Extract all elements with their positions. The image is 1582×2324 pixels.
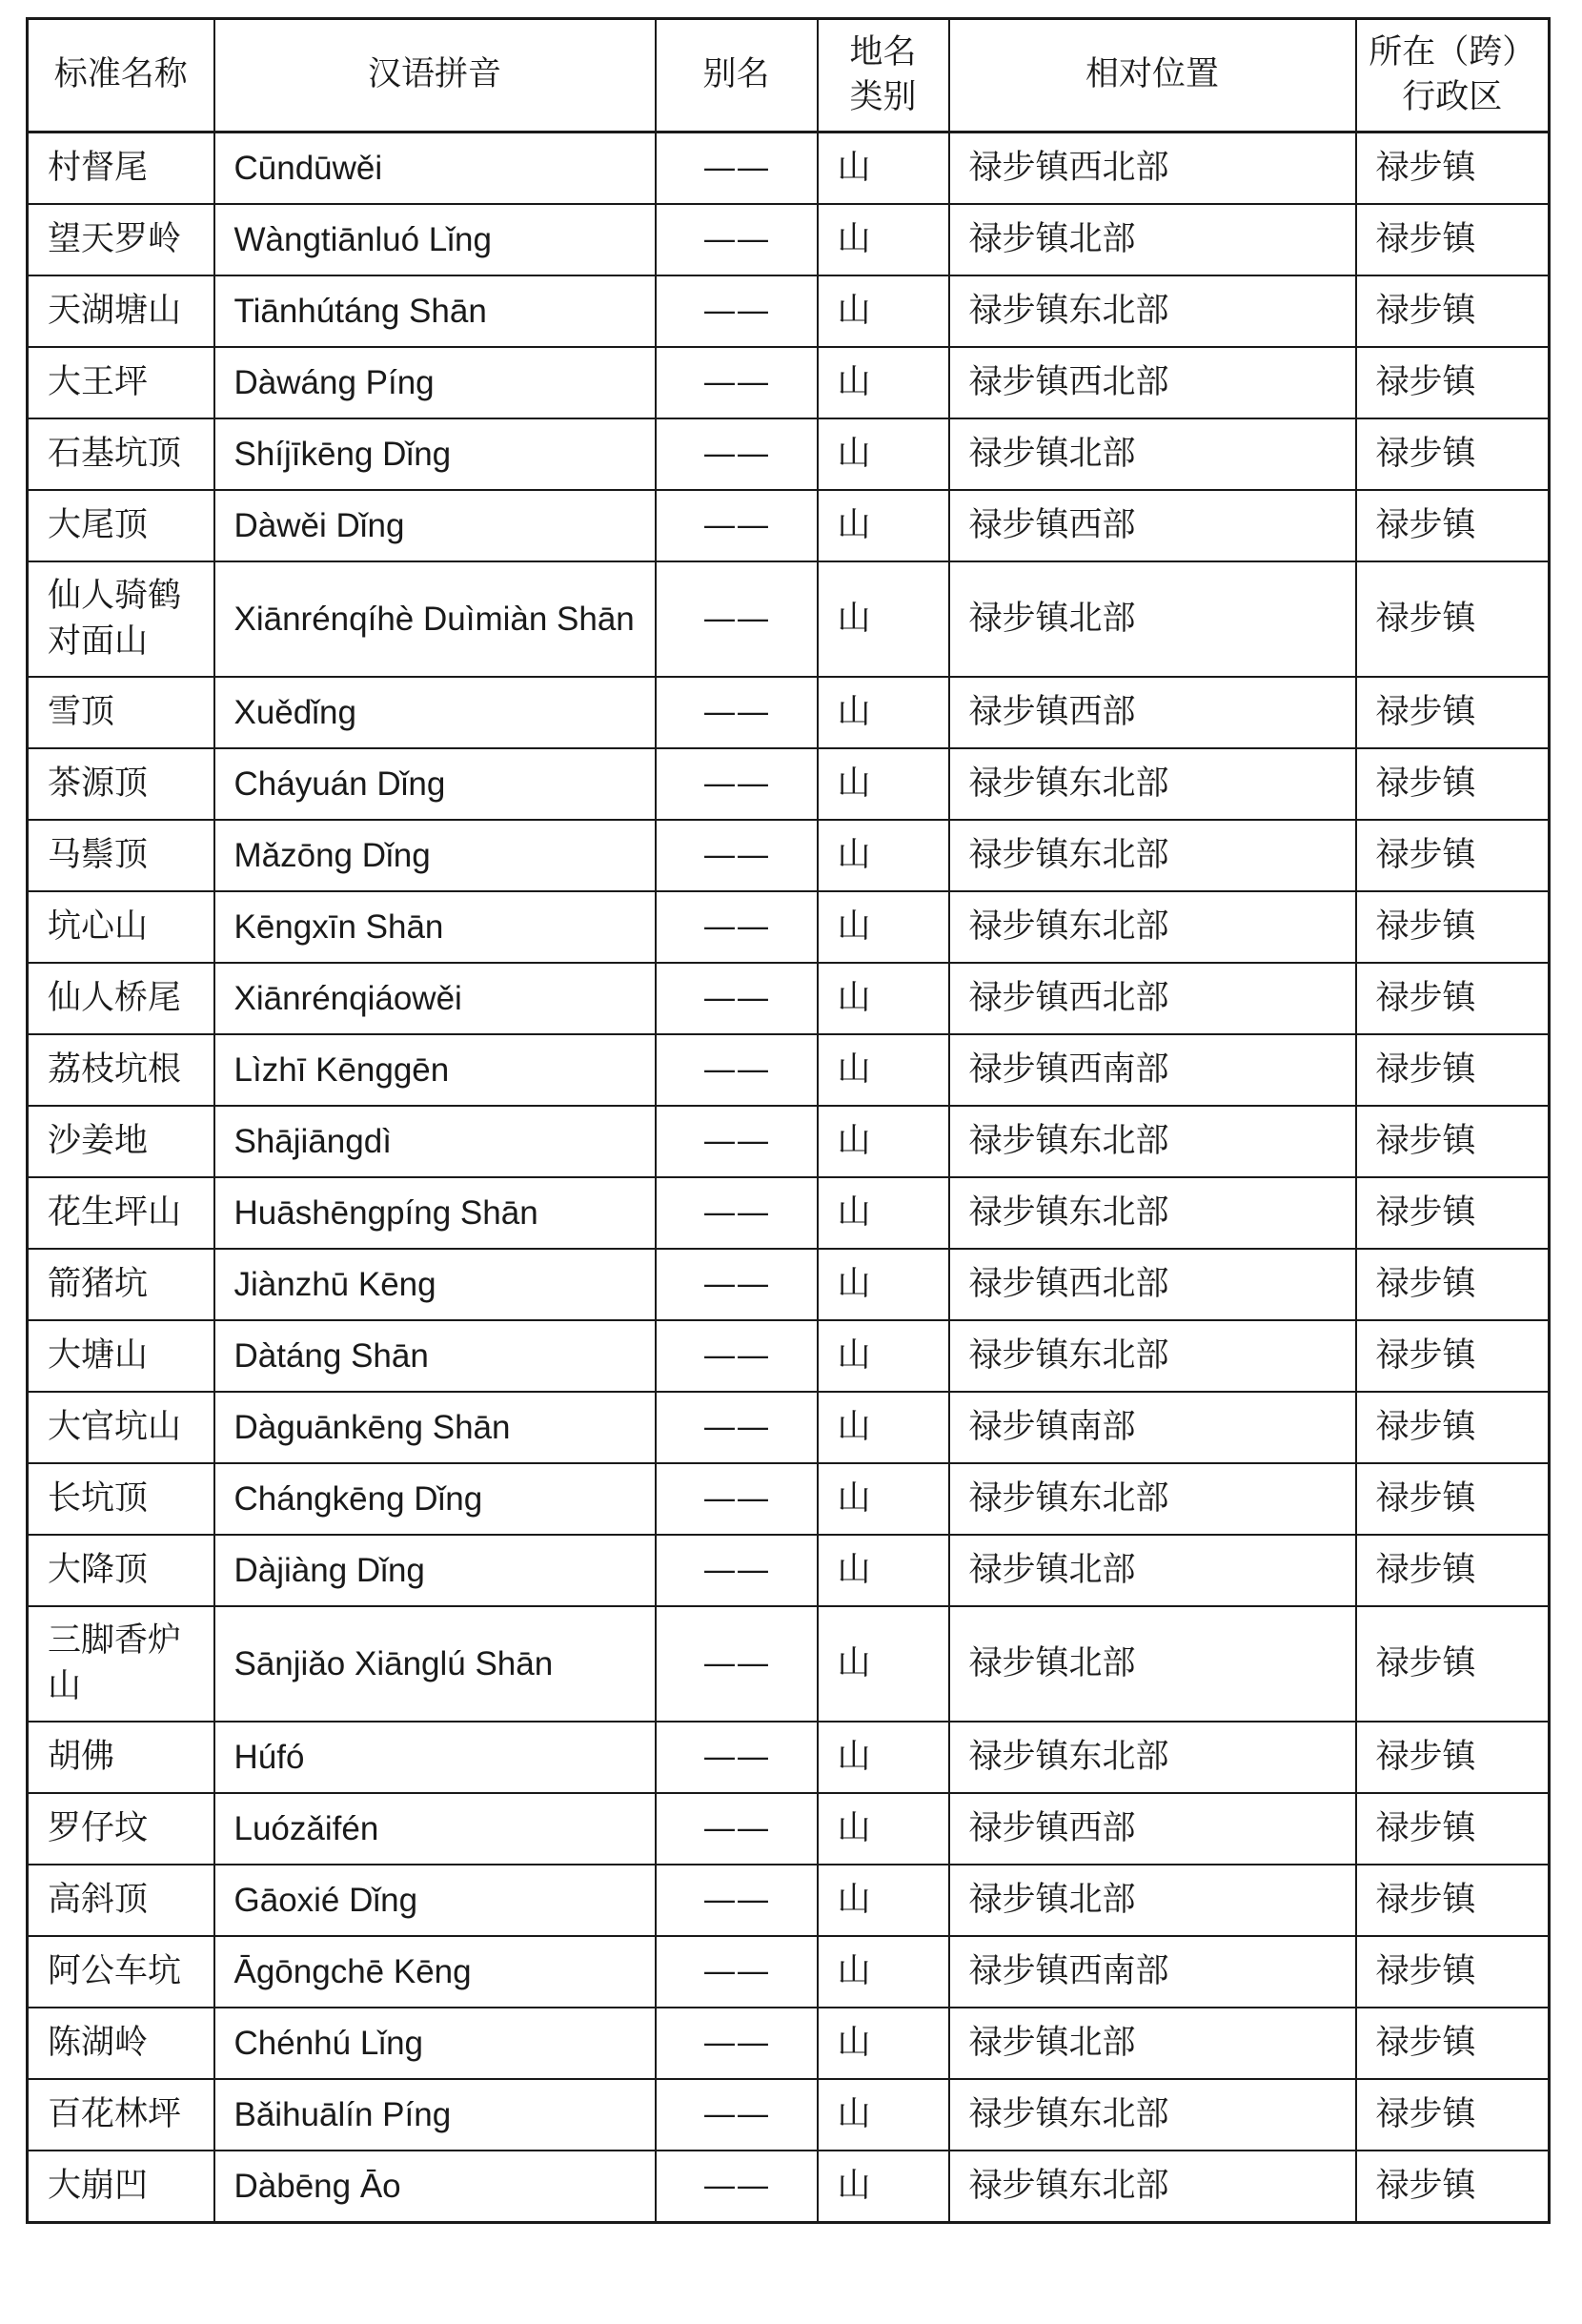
table-row [28, 204, 1550, 275]
cell-standard-name: 望天罗岭 [28, 204, 214, 275]
table-row [28, 2151, 1550, 2223]
cell-pinyin: Mǎzōng Dǐng [214, 820, 656, 891]
cell-standard-name: 胡佛 [28, 1722, 214, 1793]
cell-place-type: 山 [818, 677, 949, 748]
cell-pinyin: Dàwáng Píng [214, 347, 656, 418]
cell-relative-location: 禄步镇北部 [949, 561, 1356, 677]
cell-admin-region: 禄步镇 [1356, 490, 1550, 561]
cell-place-type: 山 [818, 1249, 949, 1320]
header-alias: 别名 [656, 19, 818, 133]
table-row [28, 1392, 1550, 1463]
cell-place-type: 山 [818, 1392, 949, 1463]
cell-alias: —— [656, 1034, 818, 1106]
cell-relative-location: 禄步镇东北部 [949, 1177, 1356, 1249]
table-row [28, 820, 1550, 891]
cell-relative-location: 禄步镇东北部 [949, 1320, 1356, 1392]
cell-pinyin: Chángkēng Dǐng [214, 1463, 656, 1535]
cell-pinyin: Xiānrénqiáowěi [214, 963, 656, 1034]
cell-standard-name: 陈湖岭 [28, 2008, 214, 2079]
header-standard-name: 标准名称 [28, 19, 214, 133]
cell-place-type: 山 [818, 2079, 949, 2151]
table-row [28, 1249, 1550, 1320]
cell-pinyin: Gāoxié Dǐng [214, 1865, 656, 1936]
table-row [28, 561, 1550, 677]
cell-place-type: 山 [818, 204, 949, 275]
cell-relative-location: 禄步镇西北部 [949, 1249, 1356, 1320]
cell-admin-region: 禄步镇 [1356, 1392, 1550, 1463]
cell-standard-name: 阿公车坑 [28, 1936, 214, 2008]
cell-admin-region: 禄步镇 [1356, 891, 1550, 963]
cell-place-type: 山 [818, 1535, 949, 1606]
cell-pinyin: Xiānrénqíhè Duìmiàn Shān [214, 561, 656, 677]
cell-alias: —— [656, 1106, 818, 1177]
cell-standard-name: 仙人骑鹤对面山 [28, 561, 214, 677]
cell-standard-name: 茶源顶 [28, 748, 214, 820]
cell-place-type: 山 [818, 748, 949, 820]
cell-standard-name: 箭猪坑 [28, 1249, 214, 1320]
cell-alias: —— [656, 748, 818, 820]
table-row [28, 891, 1550, 963]
cell-admin-region: 禄步镇 [1356, 1793, 1550, 1865]
cell-alias: —— [656, 561, 818, 677]
cell-pinyin: Āgōngchē Kēng [214, 1936, 656, 2008]
header-relative-location: 相对位置 [949, 19, 1356, 133]
cell-relative-location: 禄步镇东北部 [949, 1722, 1356, 1793]
cell-place-type: 山 [818, 1865, 949, 1936]
cell-pinyin: Huāshēngpíng Shān [214, 1177, 656, 1249]
cell-pinyin: Shājiāngdì [214, 1106, 656, 1177]
cell-admin-region: 禄步镇 [1356, 1936, 1550, 2008]
cell-alias: —— [656, 1320, 818, 1392]
cell-pinyin: Lìzhī Kēnggēn [214, 1034, 656, 1106]
cell-standard-name: 长坑顶 [28, 1463, 214, 1535]
cell-standard-name: 天湖塘山 [28, 275, 214, 347]
place-name-table [26, 17, 1551, 2224]
cell-alias: —— [656, 490, 818, 561]
cell-alias: —— [656, 891, 818, 963]
cell-alias: —— [656, 1177, 818, 1249]
cell-pinyin: Wàngtiānluó Lǐng [214, 204, 656, 275]
table-row [28, 1177, 1550, 1249]
cell-standard-name: 石基坑顶 [28, 418, 214, 490]
cell-pinyin: Dàguānkēng Shān [214, 1392, 656, 1463]
cell-standard-name: 大尾顶 [28, 490, 214, 561]
cell-standard-name: 三脚香炉山 [28, 1606, 214, 1722]
cell-relative-location: 禄步镇南部 [949, 1392, 1356, 1463]
cell-relative-location: 禄步镇东北部 [949, 2151, 1356, 2223]
table-row [28, 1034, 1550, 1106]
cell-relative-location: 禄步镇西南部 [949, 1034, 1356, 1106]
cell-relative-location: 禄步镇北部 [949, 1865, 1356, 1936]
table-row [28, 1320, 1550, 1392]
cell-relative-location: 禄步镇东北部 [949, 275, 1356, 347]
cell-alias: —— [656, 133, 818, 205]
cell-relative-location: 禄步镇北部 [949, 418, 1356, 490]
cell-place-type: 山 [818, 1463, 949, 1535]
header-place-type-line1: 地名 [849, 32, 917, 71]
table-row [28, 1106, 1550, 1177]
cell-standard-name: 大降顶 [28, 1535, 214, 1606]
cell-alias: —— [656, 677, 818, 748]
table-row [28, 1535, 1550, 1606]
table-row [28, 748, 1550, 820]
cell-admin-region: 禄步镇 [1356, 561, 1550, 677]
cell-admin-region: 禄步镇 [1356, 133, 1550, 205]
header-pinyin: 汉语拼音 [214, 19, 656, 133]
cell-relative-location: 禄步镇西部 [949, 1793, 1356, 1865]
cell-standard-name: 马鬃顶 [28, 820, 214, 891]
cell-standard-name: 仙人桥尾 [28, 963, 214, 1034]
cell-place-type: 山 [818, 275, 949, 347]
cell-relative-location: 禄步镇东北部 [949, 1463, 1356, 1535]
cell-admin-region: 禄步镇 [1356, 1865, 1550, 1936]
cell-place-type: 山 [818, 1177, 949, 1249]
table-row [28, 133, 1550, 205]
cell-relative-location: 禄步镇西部 [949, 490, 1356, 561]
cell-place-type: 山 [818, 347, 949, 418]
table-row [28, 677, 1550, 748]
table-row [28, 1722, 1550, 1793]
cell-place-type: 山 [818, 490, 949, 561]
cell-pinyin: Jiànzhū Kēng [214, 1249, 656, 1320]
cell-alias: —— [656, 820, 818, 891]
cell-pinyin: Bǎihuālín Píng [214, 2079, 656, 2151]
table-body [28, 133, 1550, 2223]
gazetteer-sheet [26, 17, 1548, 2224]
cell-admin-region: 禄步镇 [1356, 2008, 1550, 2079]
cell-alias: —— [656, 1793, 818, 1865]
cell-relative-location: 禄步镇北部 [949, 1606, 1356, 1722]
cell-admin-region: 禄步镇 [1356, 204, 1550, 275]
cell-alias: —— [656, 1722, 818, 1793]
cell-alias: —— [656, 1606, 818, 1722]
cell-standard-name: 花生坪山 [28, 1177, 214, 1249]
table-row [28, 275, 1550, 347]
cell-place-type: 山 [818, 2151, 949, 2223]
cell-alias: —— [656, 275, 818, 347]
cell-admin-region: 禄步镇 [1356, 1034, 1550, 1106]
cell-place-type: 山 [818, 133, 949, 205]
cell-admin-region: 禄步镇 [1356, 1106, 1550, 1177]
cell-alias: —— [656, 2079, 818, 2151]
cell-alias: —— [656, 1535, 818, 1606]
cell-alias: —— [656, 347, 818, 418]
cell-relative-location: 禄步镇西部 [949, 677, 1356, 748]
cell-pinyin: Dàwěi Dǐng [214, 490, 656, 561]
cell-standard-name: 坑心山 [28, 891, 214, 963]
cell-relative-location: 禄步镇西北部 [949, 133, 1356, 205]
cell-alias: —— [656, 963, 818, 1034]
table-row [28, 1793, 1550, 1865]
cell-alias: —— [656, 1392, 818, 1463]
cell-standard-name: 大崩凹 [28, 2151, 214, 2223]
cell-relative-location: 禄步镇东北部 [949, 2079, 1356, 2151]
cell-relative-location: 禄步镇北部 [949, 1535, 1356, 1606]
table-row [28, 418, 1550, 490]
cell-pinyin: Tiānhútáng Shān [214, 275, 656, 347]
cell-admin-region: 禄步镇 [1356, 963, 1550, 1034]
cell-relative-location: 禄步镇北部 [949, 204, 1356, 275]
cell-alias: —— [656, 1463, 818, 1535]
cell-admin-region: 禄步镇 [1356, 2151, 1550, 2223]
cell-admin-region: 禄步镇 [1356, 1177, 1550, 1249]
table-row [28, 490, 1550, 561]
cell-alias: —— [656, 1865, 818, 1936]
cell-pinyin: Húfó [214, 1722, 656, 1793]
table-row [28, 2079, 1550, 2151]
cell-standard-name: 大官坑山 [28, 1392, 214, 1463]
cell-relative-location: 禄步镇西北部 [949, 963, 1356, 1034]
cell-place-type: 山 [818, 1034, 949, 1106]
header-admin-region-line1: 所在（跨） [1369, 32, 1536, 71]
header-admin-region-line2: 行政区 [1402, 78, 1503, 116]
cell-pinyin: Luózǎifén [214, 1793, 656, 1865]
table-row [28, 347, 1550, 418]
cell-standard-name: 沙姜地 [28, 1106, 214, 1177]
cell-admin-region: 禄步镇 [1356, 1249, 1550, 1320]
table-row [28, 1936, 1550, 2008]
cell-pinyin: Dàbēng Āo [214, 2151, 656, 2223]
cell-admin-region: 禄步镇 [1356, 1320, 1550, 1392]
table-row [28, 1606, 1550, 1722]
header-row [28, 19, 1550, 133]
cell-standard-name: 荔枝坑根 [28, 1034, 214, 1106]
cell-admin-region: 禄步镇 [1356, 748, 1550, 820]
cell-standard-name: 高斜顶 [28, 1865, 214, 1936]
table-row [28, 1463, 1550, 1535]
cell-relative-location: 禄步镇东北部 [949, 891, 1356, 963]
cell-place-type: 山 [818, 1936, 949, 2008]
cell-alias: —— [656, 2008, 818, 2079]
cell-pinyin: Shíjīkēng Dǐng [214, 418, 656, 490]
cell-admin-region: 禄步镇 [1356, 1722, 1550, 1793]
header-place-type [818, 19, 949, 133]
cell-alias: —— [656, 1249, 818, 1320]
cell-place-type: 山 [818, 820, 949, 891]
cell-admin-region: 禄步镇 [1356, 820, 1550, 891]
cell-admin-region: 禄步镇 [1356, 1535, 1550, 1606]
cell-standard-name: 雪顶 [28, 677, 214, 748]
header-admin-region [1356, 19, 1550, 133]
cell-pinyin: Cūndūwěi [214, 133, 656, 205]
cell-place-type: 山 [818, 2008, 949, 2079]
cell-place-type: 山 [818, 561, 949, 677]
cell-admin-region: 禄步镇 [1356, 1606, 1550, 1722]
cell-alias: —— [656, 204, 818, 275]
cell-admin-region: 禄步镇 [1356, 677, 1550, 748]
table-row [28, 963, 1550, 1034]
cell-place-type: 山 [818, 1793, 949, 1865]
cell-relative-location: 禄步镇西南部 [949, 1936, 1356, 2008]
cell-place-type: 山 [818, 891, 949, 963]
cell-pinyin: Dàjiàng Dǐng [214, 1535, 656, 1606]
cell-relative-location: 禄步镇东北部 [949, 1106, 1356, 1177]
table-row [28, 2008, 1550, 2079]
cell-admin-region: 禄步镇 [1356, 1463, 1550, 1535]
cell-standard-name: 罗仔坟 [28, 1793, 214, 1865]
cell-relative-location: 禄步镇北部 [949, 2008, 1356, 2079]
cell-place-type: 山 [818, 963, 949, 1034]
cell-alias: —— [656, 2151, 818, 2223]
cell-relative-location: 禄步镇东北部 [949, 748, 1356, 820]
cell-pinyin: Xuědǐng [214, 677, 656, 748]
cell-relative-location: 禄步镇西北部 [949, 347, 1356, 418]
cell-admin-region: 禄步镇 [1356, 2079, 1550, 2151]
cell-admin-region: 禄步镇 [1356, 347, 1550, 418]
cell-place-type: 山 [818, 418, 949, 490]
cell-place-type: 山 [818, 1606, 949, 1722]
cell-standard-name: 百花林坪 [28, 2079, 214, 2151]
cell-pinyin: Kēngxīn Shān [214, 891, 656, 963]
cell-alias: —— [656, 1936, 818, 2008]
cell-standard-name: 大王坪 [28, 347, 214, 418]
cell-pinyin: Sānjiǎo Xiānglú Shān [214, 1606, 656, 1722]
cell-relative-location: 禄步镇东北部 [949, 820, 1356, 891]
header-place-type-line2: 类别 [849, 78, 917, 116]
cell-admin-region: 禄步镇 [1356, 418, 1550, 490]
table-row [28, 1865, 1550, 1936]
cell-place-type: 山 [818, 1106, 949, 1177]
cell-standard-name: 村督尾 [28, 133, 214, 205]
cell-pinyin: Chénhú Lǐng [214, 2008, 656, 2079]
cell-alias: —— [656, 418, 818, 490]
cell-admin-region: 禄步镇 [1356, 275, 1550, 347]
cell-pinyin: Dàtáng Shān [214, 1320, 656, 1392]
cell-pinyin: Cháyuán Dǐng [214, 748, 656, 820]
cell-place-type: 山 [818, 1722, 949, 1793]
cell-place-type: 山 [818, 1320, 949, 1392]
cell-standard-name: 大塘山 [28, 1320, 214, 1392]
